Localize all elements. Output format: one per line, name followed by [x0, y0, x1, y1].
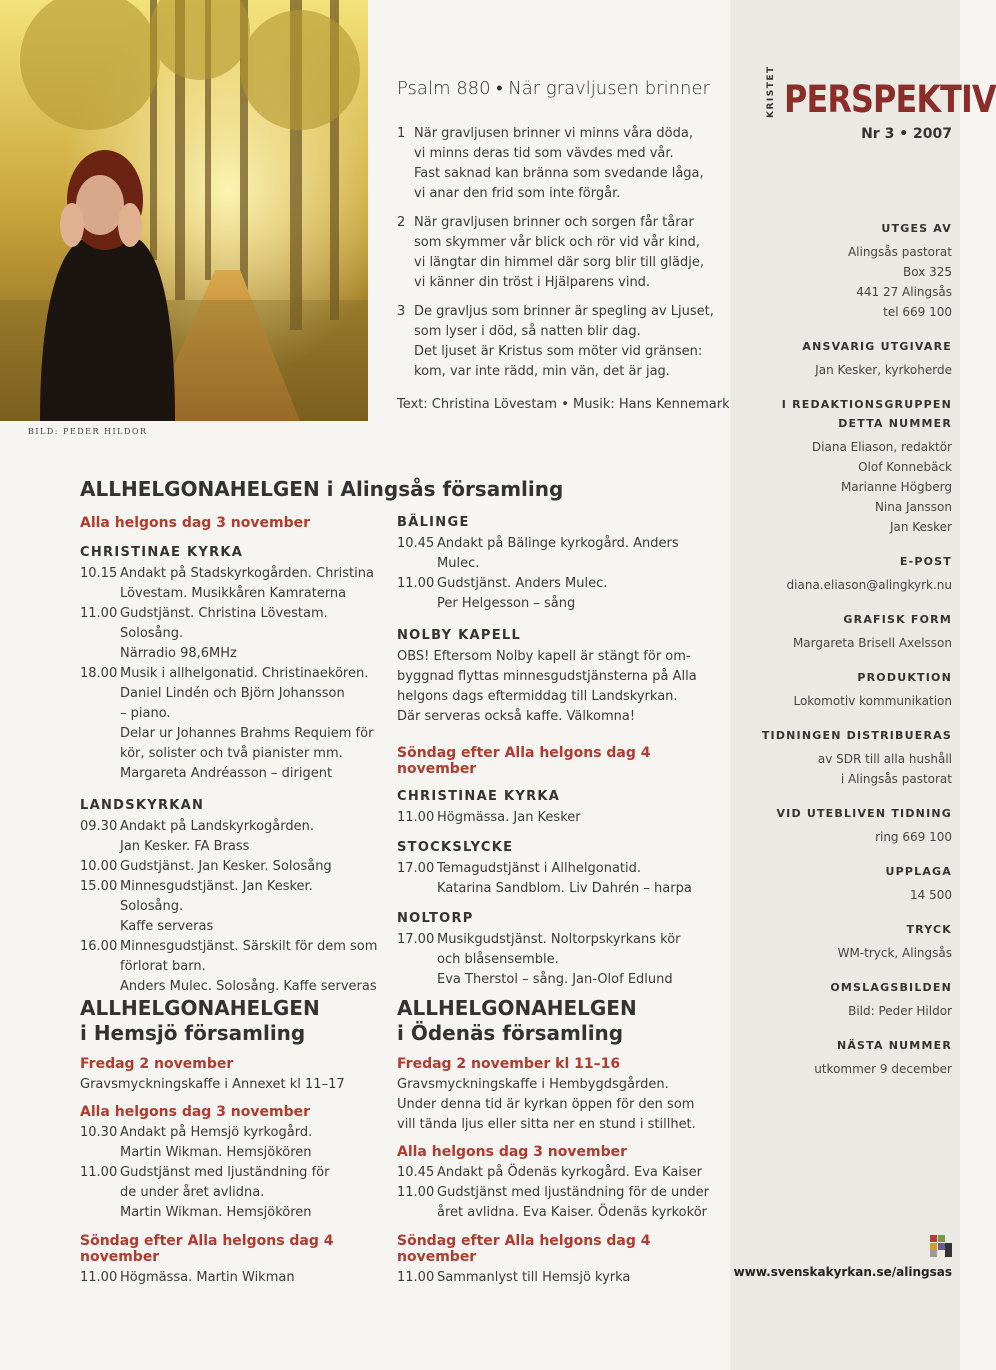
epost-heading: E-POST — [899, 555, 952, 568]
verse-line: vi känner din tröst i Hjälparens vind. — [414, 275, 651, 290]
verse-line: som skymmer vår blick och rör vid vår kind, — [414, 235, 700, 250]
verse-number: 3 — [397, 304, 406, 319]
day-heading: Alla helgons dag 3 november — [80, 515, 311, 531]
service-row: 10.45 Andakt på Bälinge kyrkogård. Anders Mulec. — [397, 536, 679, 571]
website-link[interactable]: www.svenskakyrkan.se/alingsas — [733, 1265, 952, 1279]
tryck-heading: TRYCK — [906, 923, 952, 936]
ansvarig-heading: ANSVARIG UTGIVARE — [802, 340, 952, 353]
day-heading: Fredag 2 november — [80, 1056, 234, 1072]
church-heading: CHRISTINAE KYRKA — [80, 545, 244, 560]
verse-2 — [397, 213, 704, 293]
grafisk-heading: GRAFISK FORM — [843, 613, 952, 626]
nasta-text: utkommer 9 december — [814, 1062, 952, 1076]
epost-link[interactable]: diana.eliason@alingkyrk.nu — [786, 578, 952, 592]
verse-line: vi anar den frid som inte förgår. — [414, 186, 621, 201]
odenas-section — [397, 996, 717, 1288]
service-row: 10.15 Andakt på Stadskyrkogården. Christina Lövestam. Musikkåren Kamraterna — [80, 566, 374, 601]
distribution-line: i Alingsås pastorat — [840, 772, 952, 786]
church-logo-icon — [930, 1235, 952, 1257]
verse-1 — [397, 124, 704, 204]
verse-line: När gravljusen brinner vi minns våra döda, — [414, 126, 693, 141]
verse-line: vi minns deras tid som vävdes med vår. — [414, 146, 674, 161]
service-row: 10.30 Andakt på Hemsjö kyrkogård. Martin Wikman. Hemsjökören — [80, 1125, 313, 1160]
brand-logo: PERSPEKTIV — [784, 78, 996, 121]
psalm-title: Psalm 880 • När gravljusen brinner — [397, 78, 710, 99]
redaktion-member: Diana Eliason, redaktör — [811, 440, 952, 454]
issue-number: Nr 3 • 2007 — [861, 126, 952, 142]
verse-line: vi längtar din himmel där sorg blir till glädje, — [414, 255, 704, 270]
brand-small: KRISTET — [766, 65, 776, 118]
day-heading: Söndag efter Alla helgons dag 4 november — [80, 1233, 334, 1265]
ansvarig-text: Jan Kesker, kyrkoherde — [815, 363, 952, 377]
distribution-line: av SDR till alla hushåll — [817, 752, 952, 766]
service-row: 11.00 Sammanlyst till Hemsjö kyrka — [397, 1270, 631, 1285]
service-row: 11.00 Högmässa. Martin Wikman — [80, 1270, 295, 1285]
redaktion-member: Olof Konnebäck — [858, 460, 952, 474]
verse-line: När gravljusen brinner och sorgen får tårar — [414, 215, 694, 230]
day-heading: Söndag efter Alla helgons dag 4 november — [397, 745, 651, 777]
photo-credit: BILD: PEDER HILDOR — [28, 427, 148, 436]
upplaga-heading: UPPLAGA — [885, 865, 952, 878]
utges-line: Box 325 — [902, 265, 952, 279]
utges-heading: UTGES AV — [881, 222, 952, 235]
upplaga-text: 14 500 — [910, 888, 952, 902]
service-row: 10.00 Gudstjänst. Jan Kesker. Solosång — [80, 859, 332, 874]
church-heading: CHRISTINAE KYRKA — [397, 789, 561, 804]
hemsjo-heading: ALLHELGONAHELGEN — [80, 996, 320, 1020]
redaktion-member: Nina Jansson — [874, 500, 952, 514]
day-heading: Alla helgons dag 3 november — [80, 1104, 311, 1120]
omslag-heading: OMSLAGSBILDEN — [830, 981, 952, 994]
odenas-heading: ALLHELGONAHELGEN — [397, 996, 637, 1020]
verse-line: De gravljus som brinner är spegling av Ljuset, — [414, 304, 714, 319]
service-row: 10.45 Andakt på Ödenäs kyrkogård. Eva Kaiser — [397, 1165, 703, 1180]
redaktion-heading: I REDAKTIONSGRUPPEN — [781, 398, 952, 411]
nolby-notice: OBS! Eftersom Nolby kapell är stängt för om- byggnad flyttas minnesgudstjänsterna på Alla helgons dags eftermiddag till Landskyrkan. Där serveras också kaffe. Välkomna! — [397, 649, 697, 724]
verse-line: Fast saknad kan bränna som svedande låga, — [414, 166, 704, 181]
service-row: 11.00 Gudstjänst med ljuständning för de under året avlidna. Martin Wikman. Hemsjökören — [80, 1165, 330, 1220]
tryck-text: WM-tryck, Alingsås — [837, 946, 952, 960]
verse-3 — [397, 302, 714, 382]
nasta-heading: NÄSTA NUMMER — [836, 1039, 952, 1052]
day-heading: Söndag efter Alla helgons dag 4 november — [397, 1233, 651, 1265]
psalm-credit: Text: Christina Lövestam • Musik: Hans Kennemark — [397, 397, 730, 412]
odenas-heading-2: i Ödenäs församling — [397, 1021, 624, 1045]
hemsjo-fredag-text: Gravsmyckningskaffe i Annexet kl 11–17 — [80, 1077, 345, 1092]
verse-number: 2 — [397, 215, 406, 230]
church-heading: BÄLINGE — [397, 515, 470, 530]
redaktion-heading-2: DETTA NUMMER — [838, 417, 952, 430]
church-heading: LANDSKYRKAN — [80, 798, 205, 813]
produktion-heading: PRODUKTION — [857, 671, 952, 684]
masthead-sidebar — [730, 0, 996, 1370]
utebliven-heading: VID UTEBLIVEN TIDNING — [776, 807, 952, 820]
hemsjo-section — [80, 996, 380, 1288]
grafisk-text: Margareta Brisell Axelsson — [792, 636, 952, 650]
redaktion-member: Marianne Högberg — [840, 480, 952, 494]
redaktion-member: Jan Kesker — [889, 520, 952, 534]
hemsjo-heading-2: i Hemsjö församling — [80, 1021, 306, 1045]
church-heading: STOCKSLYCKE — [397, 840, 514, 855]
church-heading: NOLBY KAPELL — [397, 628, 522, 643]
alingsas-left-column — [80, 515, 380, 997]
day-heading: Fredag 2 november kl 11–16 — [397, 1056, 621, 1072]
service-row: 15.00 Minnesgudstjänst. Jan Kesker. Solosång. Kaffe serveras — [80, 879, 313, 934]
verse-line: kom, var inte rädd, min vän, det är jag. — [414, 364, 670, 379]
verse-line: Det ljuset är Kristus som möter vid gränsen: — [414, 344, 703, 359]
utebliven-text: ring 669 100 — [875, 830, 952, 844]
service-row: 11.00 Gudstjänst. Christina Lövestam. Solosång. Närradio 98,6MHz — [80, 606, 328, 661]
odenas-fredag-text: Gravsmyckningskaffe i Hembygdsgården. Under denna tid är kyrkan öppen för den som vill tända ljus eller sitta ner en stund i stillhet. — [397, 1077, 696, 1132]
service-row: 11.00 Gudstjänst. Anders Mulec. Per Helgesson – sång — [397, 576, 608, 611]
church-heading: NOLTORP — [397, 911, 474, 926]
utges-line: Alingsås pastorat — [847, 245, 952, 259]
produktion-text: Lokomotiv kommunikation — [793, 694, 952, 708]
service-row: 16.00 Minnesgudstjänst. Särskilt för dem som förlorat barn. Anders Mulec. Solosång. Kaffe serveras — [80, 939, 378, 994]
service-row: 17.00 Musikgudstjänst. Noltorpskyrkans kör och blåsensemble. Eva Therstol – sång. Jan-Olof Edlund — [397, 932, 681, 987]
service-row: 18.00 Musik i allhelgonatid. Christinaekören. Daniel Lindén och Björn Johansson – piano. Delar ur Johannes Brahms Requiem för kör, solister och två pianister mm. Margareta Andréasson – dirigent — [80, 666, 374, 781]
service-row: 09.30 Andakt på Landskyrkogården. Jan Kesker. FA Brass — [80, 819, 315, 854]
omslag-text: Bild: Peder Hildor — [848, 1004, 952, 1018]
verse-line: som lyser i död, så natten blir dag. — [414, 324, 641, 339]
distribution-heading: TIDNINGEN DISTRIBUERAS — [761, 729, 952, 742]
service-row: 11.00 Högmässa. Jan Kesker — [397, 810, 581, 825]
alingsas-right-column — [397, 515, 717, 990]
utges-line: 441 27 Alingsås — [856, 285, 952, 299]
cover-photo — [0, 0, 368, 421]
service-row: 11.00 Gudstjänst med ljuständning för de under året avlidna. Eva Kaiser. Ödenäs kyrkokör — [397, 1185, 710, 1220]
service-row: 17.00 Temagudstjänst i Allhelgonatid. Katarina Sandblom. Liv Dahrén – harpa — [397, 861, 692, 896]
day-heading: Alla helgons dag 3 november — [397, 1144, 628, 1160]
alingsas-heading: ALLHELGONAHELGEN i Alingsås församling — [80, 477, 564, 501]
verse-number: 1 — [397, 126, 406, 141]
utges-line: tel 669 100 — [883, 305, 952, 319]
